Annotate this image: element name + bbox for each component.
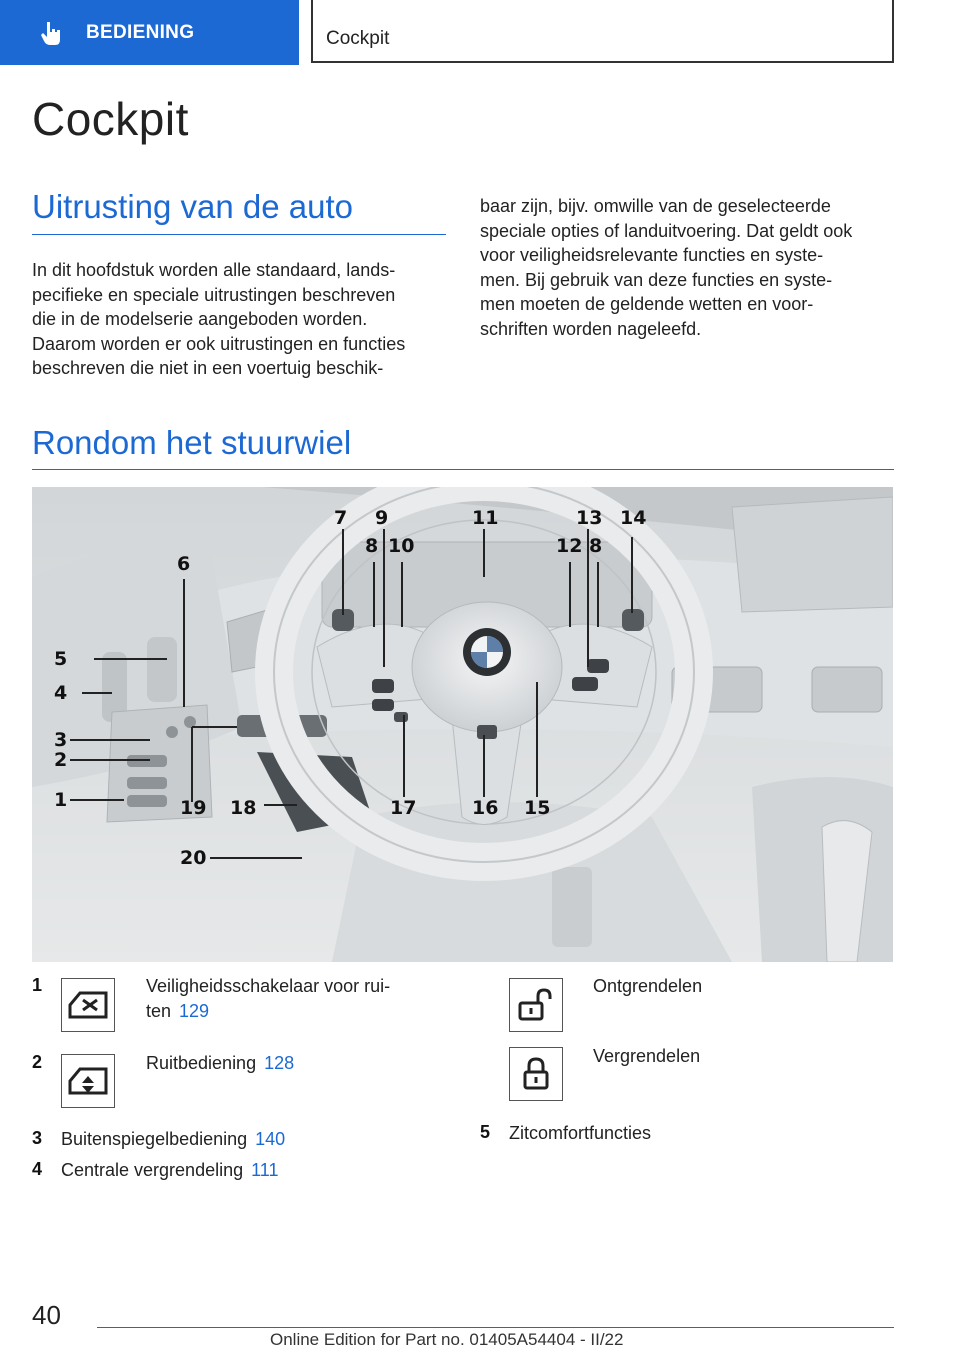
legend-number-4: 4 [32,1159,43,1179]
page-reference-link[interactable]: 140 [255,1129,286,1149]
callout-8-left: 8 [365,535,379,557]
callout-8-right: 8 [589,535,603,557]
legend-text-5: Zitcomfortfuncties [509,1123,652,1143]
callout-7: 7 [334,507,348,529]
legend-number-5: 5 [480,1122,491,1142]
callout-10: 10 [388,535,415,557]
callout-16: 16 [472,797,499,819]
page-reference-link[interactable]: 129 [179,1001,210,1021]
cockpit-illustration [32,487,893,962]
lock-icon [509,1047,563,1101]
callout-6: 6 [177,553,191,575]
chapter-box [311,0,894,63]
heading-rule [32,234,446,235]
legend-number-1: 1 [32,975,43,995]
callout-2: 2 [54,749,68,771]
callout-3: 3 [54,729,68,751]
cockpit-drawing [32,487,893,962]
legend-number-2: 2 [32,1052,43,1072]
unlock-icon [509,978,563,1032]
legend-text-4: Centrale vergrendeling 111 [61,1160,279,1180]
intro-text-col2: baar zijn, bijv. omwille van de geselecteerde speciale opties of landuitvoering. Dat geldt ook voor veiligheidsrelevante functies en syste- men. Bij gebruik van deze functies en syste- men moeten de geldende wetten en voor- schriften worden nageleefd. [480,196,853,339]
callout-20: 20 [180,847,207,869]
intro-text-col1: In dit hoofdstuk worden alle standaard, lands- pecifieke en speciale uitrustingen beschreven die in de modelserie aangeboden worden. Daarom worden er ook uitrustingen en functies beschreven die niet in een voertuig beschik- [32,260,406,378]
callout-1: 1 [54,789,68,811]
callout-18: 18 [230,797,257,819]
footer-edition: Online Edition for Part no. 01405A54404 - II/22 [270,1330,624,1349]
callout-11: 11 [472,507,499,529]
section-heading-equipment: Uitrusting van de auto [32,188,354,225]
window-lock-switch-icon [61,978,115,1032]
footer-rule [97,1327,894,1328]
callout-13: 13 [576,507,603,529]
hand-pointer-icon [36,18,66,48]
section-tab[interactable] [0,0,299,65]
callout-15: 15 [524,797,551,819]
callout-12: 12 [556,535,583,557]
callout-5: 5 [54,648,68,670]
legend-text-lock: Vergrendelen [593,1046,701,1066]
page-reference-link[interactable]: 128 [264,1053,295,1073]
page-number: 40 [32,1300,61,1330]
callout-9: 9 [375,507,389,529]
page-title: Cockpit [32,93,189,145]
legend-text-1: Veiligheidsschakelaar voor rui- ten 129 [146,976,391,1021]
callout-14: 14 [620,507,647,529]
page-reference-link[interactable]: 111 [251,1160,279,1180]
legend-number-3: 3 [32,1128,43,1148]
legend-text-2: Ruitbediening 128 [146,1053,295,1073]
heading-rule [32,469,894,470]
legend-text-unlock: Ontgrendelen [593,976,703,996]
window-control-icon [61,1054,115,1108]
callout-19: 19 [180,797,207,819]
section-label: BEDIENING [86,21,195,43]
chapter-label: Cockpit [326,28,390,49]
section-heading-steering-wheel: Rondom het stuurwiel [32,424,352,461]
callout-4: 4 [54,682,68,704]
legend-text-3: Buitenspiegelbediening 140 [61,1129,286,1149]
callout-17: 17 [390,797,417,819]
